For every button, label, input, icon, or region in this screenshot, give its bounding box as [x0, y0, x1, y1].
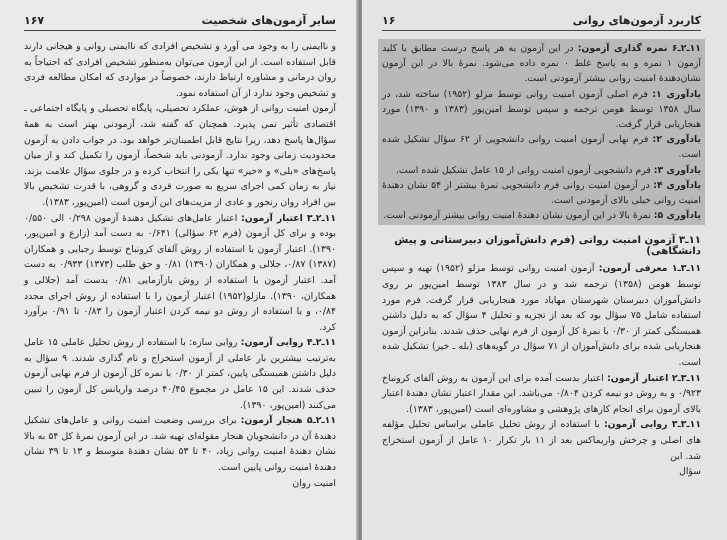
note-label: یادآوری ۴: [653, 179, 702, 191]
note-text: نمرهٔ بالا در این آزمون نشان دهندهٔ امنیت روانی بیشتر آزمودنی است. [383, 210, 651, 222]
subsection-heading: ۱۱ـ۳ـ۱ معرفی آزمون: [598, 263, 701, 275]
paragraph-text: برای بررسی وضعیت امنیت روانی و عامل‌های تشکیل دهندهٔ آن در دانشجویان هنجار مقوله‌ای تهیه شد. در این آزمون نمرهٔ کل ۵۴ به بالا نشان دهندهٔ امنیت روانی زیاد، ۴۰ تا ۵۳ نشان دهندهٔ متوسط و ۱۳ تا ۳۹ نشان دهندهٔ امنیت روانی پایین است. [24, 415, 337, 474]
section-heading: ۱۱ـ۳ آزمون امنیت روانی (فرم دانش‌آموزان دبیرستانی و پیش دانشگاهی) [394, 235, 701, 258]
subsection-heading: ۱۱ـ۲ـ۵ هنجار آزمون: [240, 415, 336, 427]
left-page-body [24, 39, 336, 491]
subsection-heading: ۱۱ـ۲ـ۴ روایی آزمون: [240, 337, 337, 349]
page-number: ۱۶ [382, 14, 396, 27]
right-page-body [382, 261, 701, 479]
paragraph-text: با استفاده از روش تحلیل عاملی براساس تحلیل مؤلفه های اصلی و چرخش واریماکس بعد از ۱۱ بار تکرار ۱۰ عامل از آزمون استخراج شد. این [382, 419, 701, 462]
paragraph-text: اعتبار عامل‌های تشکیل دهندهٔ آزمون ۰/۲۹۸ الی ۰/۵۵۰ بوده و برای کل آزمون (فرم ۶۲ سؤالی) ۰/۶۴۱ به دست آمد (زارع و امین‌پور، ۱۳۹۰). اعتبار آزمون با استفاده از روش آلفای کرونباخ توسط رجبایی و همکاران (۱۳۸۷) ۰/۸۷، جلالی و همکاران (۱۳۹۰) ۰/۸۱ و حق طلب (۱۳۷۳) ۰/۹۳۳ به دست آمد. اعتبار آزمون با استفاده از روش بازآزمایی ۰/۸۱ بدست آمد (جلالی و همکاران، ۱۳۹۰). مازلو(۱۹۵۲) اعتبار آزمون را با استفاده از روش اجرای مجدد ۰/۸۴، و با استفاده از روش دو نیمه کردن اعتبار آزمون را ۰/۸۳ تا ۰/۹۱ برآورد کرد. [24, 212, 336, 333]
note [382, 178, 701, 208]
left-page-header [24, 14, 336, 31]
note [382, 87, 701, 133]
note-label: یادآوری ۱: [652, 88, 702, 100]
note [382, 132, 701, 162]
paragraph [24, 211, 336, 336]
note-text: فرم نهایی آزمون امنیت روانی دانشجویی از ۶۲ سؤال تشکیل شده است. [382, 134, 701, 161]
paragraph-text: آزمون امنیت روانی توسط مزلو (۱۹۵۲) تهیه و سپس توسط هومن (۱۳۵۸) ترجمه شد و در سال ۱۳۸۳ توسط امین‌پور بر روی دانش‌آموزان دبیرستان شهرستان مهاباد مورد هنجاریابی قرار گرفت. فرم مورد استفاده شامل ۷۵ سؤال بود که بعد از تجزیه و تحلیل ۴ سؤال که به دلیل داشتن همبستگی کمتر از ۰/۳۰ با نمرهٔ کل آزمون از فرم نهایی حذف شدند. بنابراین آزمون هنجاریابی شده برای دانش‌آموزان از ۷۱ سؤال در گویه‌های (بله ـ خیر) تشکیل شده است. [382, 263, 702, 368]
running-title: سایر آزمون‌های شخصیت [201, 14, 336, 27]
note-label: یادآوری ۵: [653, 210, 701, 222]
paragraph: امنیت روان [292, 477, 336, 489]
note-label: یادآوری ۲: [652, 134, 702, 146]
paragraph [24, 335, 336, 413]
right-page [362, 0, 727, 540]
paragraph: و ناایمنی را به وجود می آورد و تشخیص افرادی که ناایمنی روانی و هیجانی دارند قابل استفاده است. از این آزمون می‌توان به‌منظور تشخیص افرادی که احتیاجاً به روان درمانی و مشاوره ارتباط دارند، خصوصاً در مواردی که امکان مطالعه فردی و تشخیص وجود ندارد از آن استفاده نمود. [24, 41, 336, 99]
note [382, 163, 701, 178]
paragraph [382, 41, 701, 87]
subsection-heading: ۱۱ـ۲ـ۳ اعتبار آزمون: [241, 212, 336, 224]
subsection-heading: ۱۱ـ۳ـ۳ روایی آزمون: [603, 419, 701, 431]
paragraph-text: روایی سازه: با استفاده از روش تحلیل عاملی ۱۵ عامل به‌ترتیب بیشترین بار عاملی از آزمون استخراج و نام گذاری شدند. ۹ سؤال به دلیل داشتن همبستگی پایین، کمتر از ۰/۳۰ با نمره کل آزمون از فرم نهایی آزمون حذف شدند. این ۱۵ عامل در مجموع ۴۰/۴۵ درصد واریانس کل آزمون را تبیین می‌کنند (امین‌پور، ۱۳۹۰). [24, 337, 336, 411]
paragraph: آزمون امنیت روانی از هوش، عملکرد تحصیلی، پایگاه تحصیلی و پایگاه اجتماعی ـ اقتصادی تأثیر نمی پذیرد. همچنان که گفته شد، آزمودنی بهتر است به همهٔ سؤال‌ها پاسخ دهد، زیرا نتایج قابل اطمینان‌تر خواهد بود. در جواب دادن به آزمون محدودیت زمانی وجود ندارد. آزمودنی باید شخصاً، آزمون را تکمیل کند و از میان پاسخ‌های «بلی» و «خیر» تنها یکی را انتخاب کرده و در جلوی سؤال علامت بزند. نیاز به زمان کمی اجرای سریع به صورت فردی و گروهی، با قدرت تشخیص بالا بین افراد روان رنجور و عادی از مزیت‌های این آزمون است (امین‌پور، ۱۳۸۳). [24, 103, 336, 208]
subsection-heading: ۱۱ـ۳ـ۲ اعتبار آزمون: [607, 372, 701, 384]
subsection-heading: ۱۱ـ۲ـ۶ نمره گذاری آزمون: [577, 43, 701, 54]
page-number: ۱۶۷ [24, 14, 45, 27]
note-text: در آزمون امنیت روانی فرم دانشجویی نمرهٔ بیشتر از ۵۴ نشان دهندهٔ امنیت روانی خیلی بالای آزمودنی است. [382, 179, 701, 207]
note-label: یادآوری ۳: [653, 164, 701, 176]
paragraph-text: اعتبار بدست آمده برای این آزمون به روش آلفای کرونباخ ۰/۹۲۳ و به روش دو نیمه کردن ۰/۸۰۴ می‌باشد. این مقدار اعتبار نشان دهندهٔ اعتبار بالای آزمون برای انجام کارهای پژوهشی و مشاوره‌ای است (امین‌پور، ۱۳۸۳). [382, 372, 701, 415]
paragraph-text: در این آزمون به هر پاسخ درست مطابق با کلید آزمون ۱ نمره و به پاسخ غلط ۰ نمره داده می‌شود. نمرهٔ بالا در این آزمون نشان‌دهندهٔ امنیت روانی بیشتر آزمودنی است. [382, 43, 701, 85]
paragraph [382, 261, 701, 370]
paragraph [24, 413, 336, 475]
note [382, 208, 701, 223]
running-title: کاربرد آزمون‌های روانی [572, 14, 701, 27]
paragraph [382, 417, 701, 464]
right-page-header [382, 14, 701, 31]
paragraph [382, 371, 701, 418]
note-text: فرم دانشجویی آزمون امنیت روانی از ۱۵ عامل تشکیل شده است. [395, 164, 651, 176]
shaded-notes-box [378, 39, 705, 225]
paragraph: سؤال [679, 466, 701, 478]
left-page [0, 0, 358, 540]
note-text: فرم اصلی آزمون امنیت روانی توسط مزلو (۱۹۵۲) ساخته شد، در سال ۱۳۵۸ توسط هومن ترجمه و سپس توسط امین‌پور (۱۳۸۳ و ۱۳۹۰) مورد هنجاریابی قرار گرفت. [382, 88, 701, 131]
